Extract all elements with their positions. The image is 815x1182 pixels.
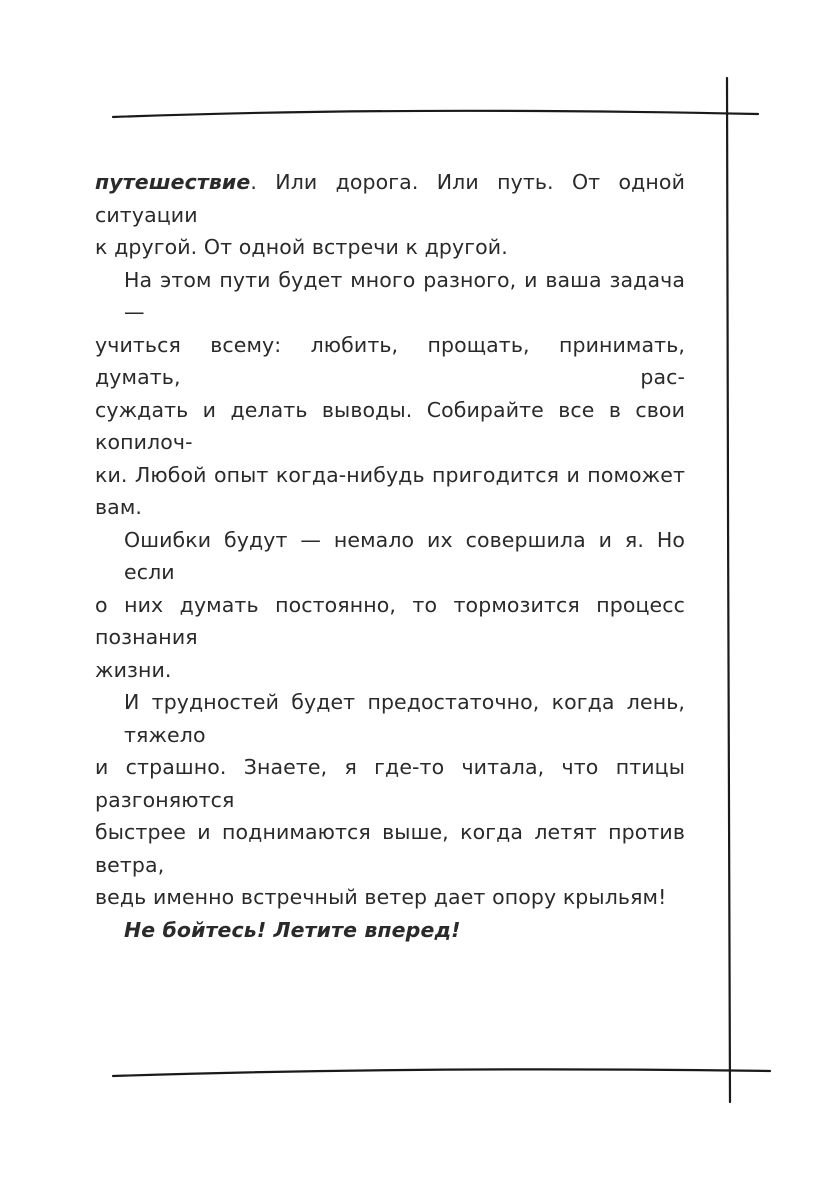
text-line: И трудностей будет предостаточно, когда лень, тяжело bbox=[124, 690, 685, 747]
body-text bbox=[95, 166, 685, 946]
bottom-border-line bbox=[113, 1069, 770, 1076]
paragraph-4 bbox=[95, 686, 685, 914]
text-line: На этом пути будет много разного, и ваша задача — bbox=[124, 267, 685, 324]
text-line: о них думать постоянно, то тормозится процесс познания bbox=[95, 592, 685, 649]
text-line: быстрее и поднимаются выше, когда летят против ветра, bbox=[95, 820, 685, 877]
text-line: Ошибки будут — немало их совершила и я. Но если bbox=[124, 527, 685, 584]
text-line: к другой. От одной встречи к другой. bbox=[95, 235, 508, 259]
text-line bbox=[95, 166, 685, 231]
paragraph-1 bbox=[95, 166, 685, 264]
text-line: жизни. bbox=[95, 657, 172, 682]
closing-line: Не бойтесь! Летите вперед! bbox=[124, 917, 461, 942]
emphasis-word: путешествие bbox=[95, 170, 251, 194]
text-line: и страшно. Знаете, я где-то читала, что птицы разгоняются bbox=[95, 755, 685, 812]
paragraph-2 bbox=[95, 264, 685, 524]
text-line: суждать и делать выводы. Собирайте все в свои копилоч- bbox=[95, 397, 685, 454]
text-line: ведь именно встречный ветер дает опору крыльям! bbox=[95, 885, 667, 909]
line-text: . Или дорога. Или путь. От одной ситуации bbox=[95, 170, 685, 227]
text-line: ки. Любой опыт когда-нибудь пригодится и поможет вам. bbox=[95, 462, 685, 519]
top-border-line bbox=[113, 111, 758, 117]
text-line: учиться всему: любить, прощать, принимать, думать, рас- bbox=[95, 332, 685, 389]
paragraph-3 bbox=[95, 524, 685, 687]
right-border-line bbox=[727, 78, 730, 1102]
